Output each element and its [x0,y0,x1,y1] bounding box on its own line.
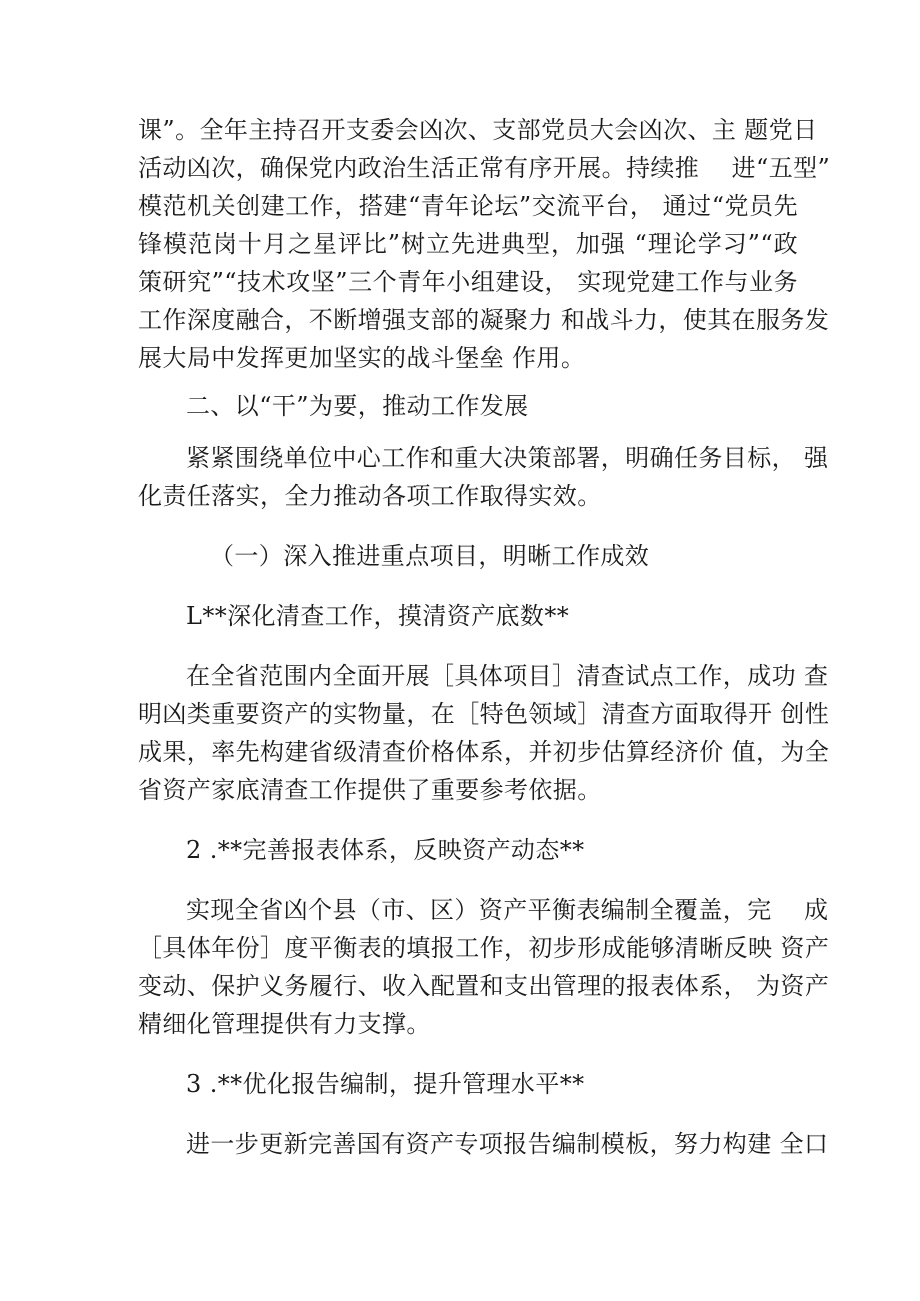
para1-line-3: 模范机关创建工作，搭建“青年论坛”交流平台， 通过“党员先 [138,192,798,220]
para2-line-2: 化责任落实，全力推动各项工作取得实效。 [138,482,602,510]
para4-line-1: 实现全省凶个县（市、区）资产平衡表编制全覆盖，完 成 [186,896,829,924]
para2-line-1: 紧紧围绕单位中心工作和重大决策部署，明确任务目标， 强 [186,444,829,472]
item-3-title: 3 .**优化报告编制，提升管理水平** [186,1070,585,1098]
para5-line-1: 进一步更新完善国有资产专项报告编制模板，努力构建 全口 [186,1130,829,1158]
para1-line-5: 策研究”“技术攻坚”三个青年小组建设， 实现党建工作与业务 [138,268,798,296]
para1-line-6: 工作深度融合，不断增强支部的凝聚力 和战斗力，使其在服务发 [138,306,830,334]
para3-line-4: 省资产家底清查工作提供了重要参考依据。 [138,776,602,804]
section-heading-2: 二、以“干”为要，推动工作发展 [186,392,529,420]
para3-line-1: 在全省范围内全面开展［具体项目］清查试点工作，成功 查 [186,662,829,690]
para3-line-3: 成果，率先构建省级清查价格体系，并初步估算经济价 值，为全 [138,738,830,766]
para1-line-7: 展大局中发挥更加坚实的战斗堡垒 作用。 [138,344,586,372]
item-1-title: L**深化清查工作，摸清资产底数** [186,602,570,630]
subsection-heading-1: （一）深入推进重点项目，明晰工作成效 [210,542,650,570]
para1-line-1: 课”。全年主持召开支委会凶次、支部党员大会凶次、主 题党日 [138,116,818,144]
para1-line-2: 活动凶次，确保党内政治生活正常有序开展。持续推 进“五型” [138,154,831,182]
para3-line-2: 明凶类重要资产的实物量，在［特色领域］清查方面取得开 创性 [138,700,830,728]
para4-line-4: 精细化管理提供有力支撑。 [138,1010,431,1038]
para4-line-2: ［具体年份］度平衡表的填报工作，初步形成能够清晰反映 资产 [138,934,830,962]
item-2-title: 2 .**完善报表体系，反映资产动态** [186,836,585,864]
para1-line-4: 锋模范岗十月之星评比”树立先进典型，加强 “理论学习”“政 [138,230,798,258]
para4-line-3: 变动、保护义务履行、收入配置和支出管理的报表体系， 为资产 [138,972,830,1000]
